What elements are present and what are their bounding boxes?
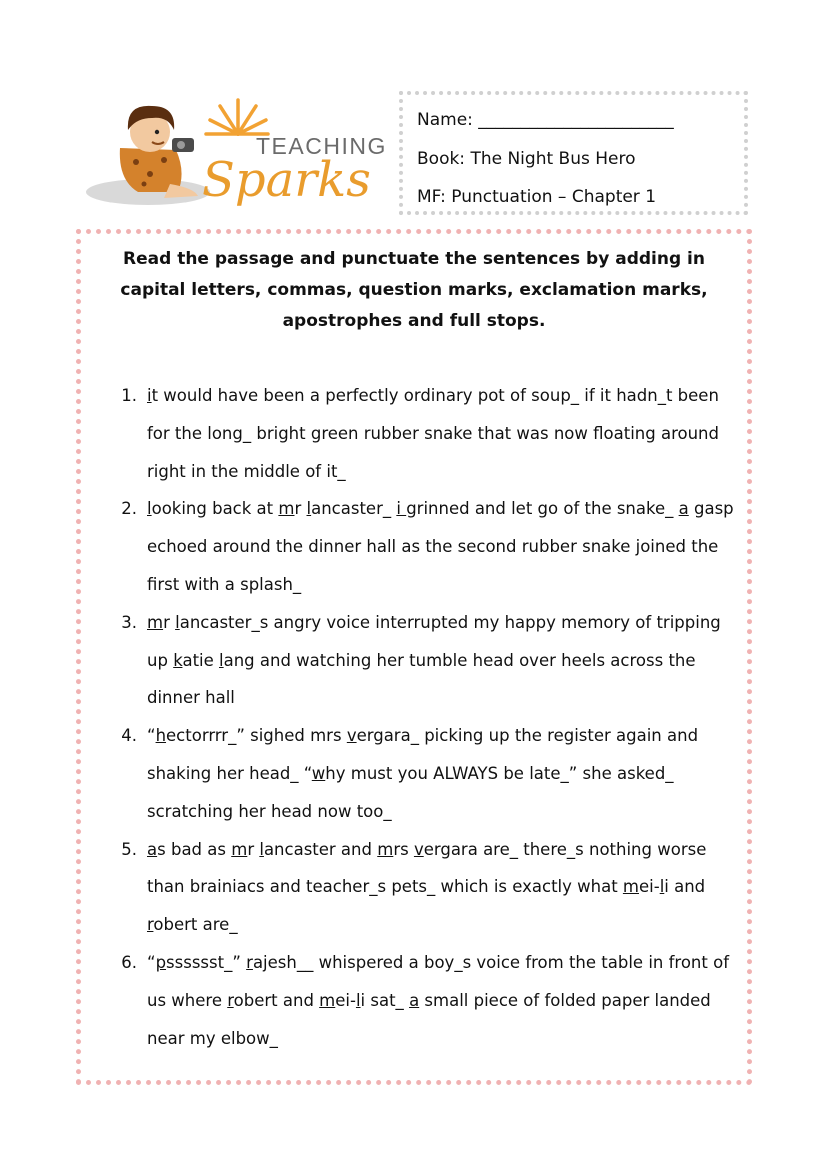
sentence-text: ectorrrr_” sighed mrs	[166, 726, 347, 746]
underlined-letter: r	[227, 990, 234, 1010]
sentence-item	[111, 831, 737, 944]
underlined-letter: m	[319, 990, 336, 1010]
sentence-text: gasp echoed around the dinner hall as the second rubber snake joined the first with a splash_	[147, 499, 734, 594]
sentence-text: ei-	[335, 990, 356, 1010]
sentence-number: 4.	[121, 726, 137, 746]
sentence-text: r	[294, 499, 307, 519]
sentence-item	[111, 717, 737, 830]
underlined-letter: p	[155, 952, 167, 972]
underlined-letter: a	[678, 499, 689, 519]
underlined-letter: m	[622, 877, 639, 897]
logo-text-sparks: Sparks	[202, 152, 371, 208]
sentence-text: r	[163, 612, 176, 632]
sentence-text: t would have been a perfectly ordinary pot of soup_ if it hadn_t been for the long_ bright green rubber snake that was now floating around right in the middle of it_	[147, 386, 719, 481]
sentence-number: 6.	[121, 952, 137, 972]
sentence-text: rs	[393, 839, 414, 859]
sentence-text: “	[147, 952, 156, 972]
sentence-text: ancaster_	[311, 499, 397, 519]
sentence-text: ei-	[638, 877, 660, 897]
worksheet-box	[76, 229, 752, 1085]
underlined-letter: l	[175, 612, 180, 632]
underlined-letter: w	[311, 763, 326, 783]
sentence-text: obert and	[233, 990, 320, 1010]
sentence-text: ooking back at	[151, 499, 279, 519]
sentence-text: s bad as	[157, 839, 232, 859]
underlined-letter: l	[659, 877, 665, 897]
underlined-letter: v	[413, 839, 424, 859]
logo-text-teaching: TEACHING	[256, 133, 387, 159]
sentence-number: 3.	[121, 612, 137, 632]
underlined-letter: k	[173, 650, 183, 670]
underlined-letter: m	[147, 612, 164, 632]
sentence-number: 5.	[121, 839, 137, 859]
underlined-letter: r	[246, 952, 253, 972]
sentence-item	[111, 604, 737, 717]
sentence-text: small piece of folded paper landed near my elbow_	[147, 990, 711, 1048]
underlined-letter: m	[377, 839, 394, 859]
sentence-text: hy must you ALWAYS be late_” she asked_ scratching her head now too_	[147, 763, 674, 821]
sentence-text: i and	[664, 877, 706, 897]
book-line: Book: The Night Bus Hero	[417, 148, 636, 169]
underlined-letter: i	[147, 386, 152, 405]
underlined-letter: m	[231, 839, 248, 859]
sentence-item	[111, 377, 737, 490]
underlined-letter: l	[259, 839, 264, 859]
underlined-letter: l	[355, 990, 361, 1010]
passage-list	[111, 377, 737, 1057]
underlined-letter: i	[396, 499, 407, 519]
sentence-number: 1.	[121, 386, 137, 405]
underlined-letter: a	[409, 990, 420, 1010]
sentence-text: ancaster and	[263, 839, 378, 859]
sentence-text: “	[147, 726, 156, 746]
underlined-letter: h	[155, 726, 167, 746]
underlined-letter: m	[278, 499, 295, 519]
underlined-letter: v	[346, 726, 357, 746]
sentence-text: ang and watching her tumble head over heels across the dinner hall	[147, 650, 696, 708]
sentence-text: grinned and let go of the snake_	[406, 499, 679, 519]
underlined-letter: l	[219, 650, 224, 670]
sentence-text: ancaster_s angry voice interrupted my happy memory of tripping up	[147, 612, 721, 670]
sentence-item	[111, 944, 737, 1057]
teaching-sparks-logo	[78, 88, 388, 218]
sun-rays-icon	[206, 100, 268, 134]
name-line: Name: _______________________	[417, 110, 674, 130]
sentence-text: obert are_	[153, 915, 238, 935]
sentence-item	[111, 490, 737, 603]
underlined-letter: l	[147, 499, 152, 519]
sentence-text: i sat_	[360, 990, 410, 1010]
student-info-box	[399, 91, 748, 215]
mf-line: MF: Punctuation – Chapter 1	[417, 187, 657, 207]
underlined-letter: r	[147, 915, 154, 935]
sentence-text: r	[247, 839, 260, 859]
sentence-text: ergara_ picking up the register again and shaking her head_ “	[147, 726, 699, 783]
sentence-text: sssssst_”	[166, 952, 247, 972]
underlined-letter: l	[306, 499, 312, 519]
sentence-number: 2.	[121, 499, 137, 519]
sentence-text: ajesh__ whispered a boy_s voice from the table in front of us where	[147, 952, 730, 1010]
underlined-letter: a	[147, 839, 158, 859]
instructions: Read the passage and punctuate the sentences by adding in capital letters, commas, question marks, exclamation marks, apostrophes and full stops.	[120, 249, 708, 331]
sentence-text: ergara are_ there_s nothing worse than brainiacs and teacher_s pets_ which is exactly what	[147, 839, 707, 897]
sentence-text: atie	[182, 650, 220, 670]
